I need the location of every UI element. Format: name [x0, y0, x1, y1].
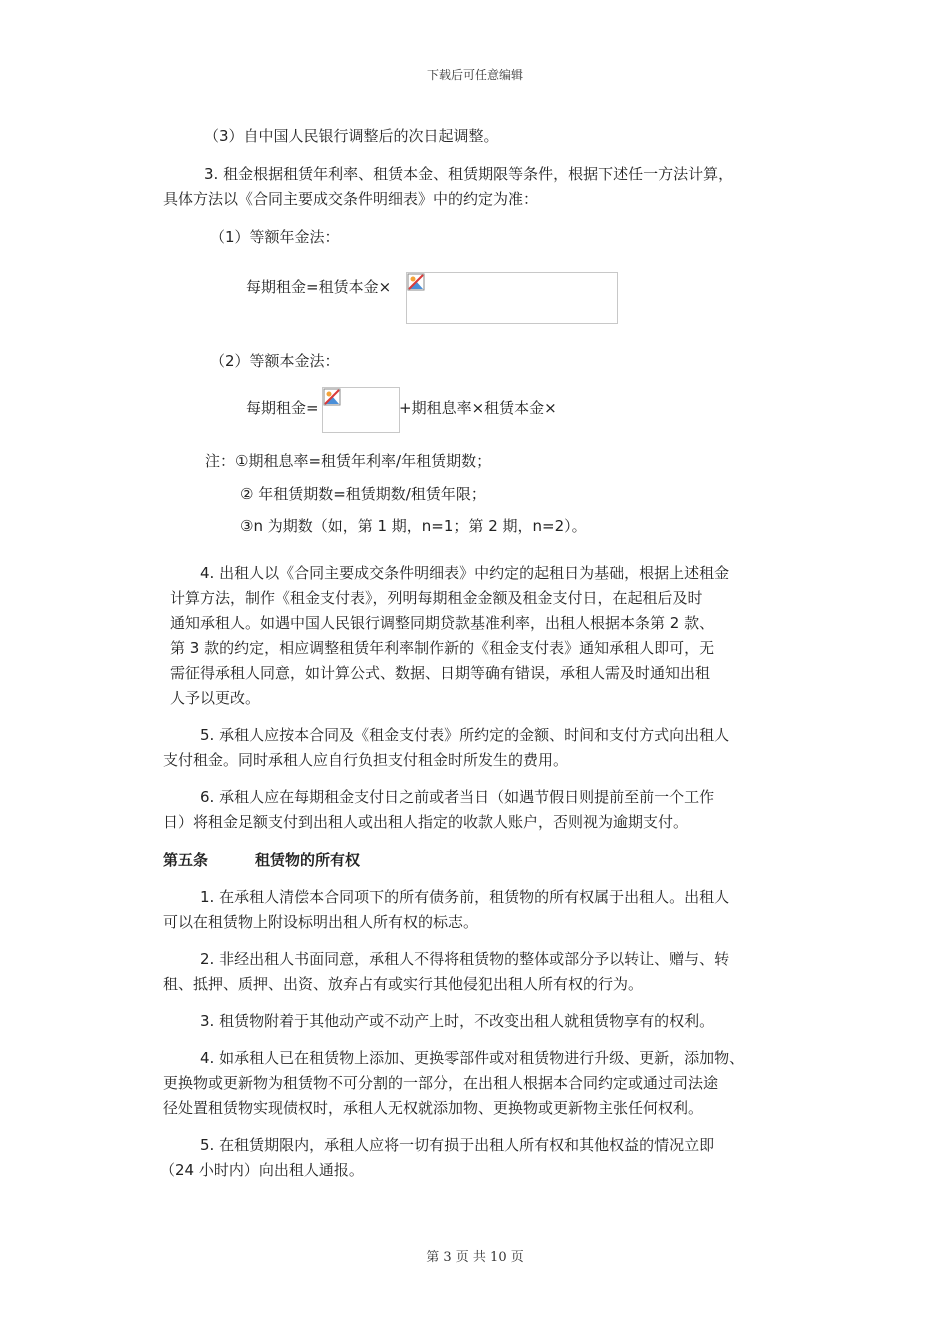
article-5-clause-4-line-2: 更换物或更新物为租赁物不可分割的一部分，在出租人根据本合同约定或通过司法途	[163, 1074, 719, 1092]
formula-image-2	[322, 387, 400, 433]
page-footer: 第 3 页 共 10 页	[426, 1250, 524, 1265]
article-5-clause-5-line-2: （24 小时内）向出租人通报。	[160, 1161, 364, 1179]
article-5-clause-4-line-3: 径处置租赁物实现债权时，承租人无权就添加物、更换物或更新物主张任何权利。	[163, 1099, 704, 1117]
note-1: 注：①期租息率=租赁年利率/年租赁期数；	[205, 452, 492, 470]
method-2-formula-left: 每期租金=	[246, 399, 319, 417]
clause-4-line-2: 计算方法，制作《租金支付表》，列明每期租金金额及租金支付日，在起租后及时	[170, 589, 703, 607]
note-2: ② 年租赁期数=租赁期数/租赁年限；	[240, 485, 486, 503]
method-2-formula-right: +期租息率×租赁本金×	[399, 399, 557, 417]
method-1-formula: 每期租金=租赁本金×	[246, 278, 392, 296]
method-2-title: （2）等额本金法：	[210, 352, 340, 370]
formula-image-1	[406, 272, 618, 324]
clause-4-line-3: 通知承租人。如遇中国人民银行调整同期贷款基准利率，出租人根据本条第 2 款、	[170, 614, 715, 632]
clause-4-line-6: 人予以更改。	[170, 689, 261, 707]
clause-4-line-4: 第 3 款的约定，相应调整租赁年利率制作新的《租金支付表》通知承租人即可，无	[170, 639, 715, 657]
clause-3-line-2: 具体方法以《合同主要成交条件明细表》中的约定为准：	[163, 190, 539, 208]
broken-image-icon	[323, 388, 341, 406]
clause-5-line-1: 5. 承租人应按本合同及《租金支付表》所约定的金额、时间和支付方式向出租人	[200, 726, 730, 744]
broken-image-icon	[407, 273, 425, 291]
article-5-clause-4-line-1: 4. 如承租人已在租赁物上添加、更换零部件或对租赁物进行升级、更新，添加物、	[200, 1049, 745, 1067]
article-5-clause-5-line-1: 5. 在租赁期限内，承租人应将一切有损于出租人所有权和其他权益的情况立即	[200, 1136, 715, 1154]
clause-6-line-1: 6. 承租人应在每期租金支付日之前或者当日（如遇节假日则提前至前一个工作	[200, 788, 715, 806]
clause-6-line-2: 日）将租金足额支付到出租人或出租人指定的收款人账户，否则视为逾期支付。	[163, 813, 689, 831]
rate-adjust-clause-3: （3）自中国人民银行调整后的次日起调整。	[204, 127, 499, 145]
article-5-clause-2-line-1: 2. 非经出租人书面同意，承租人不得将租赁物的整体或部分予以转让、赠与、转	[200, 950, 730, 968]
article-5-title: 租赁物的所有权	[255, 851, 361, 869]
page-header: 下载后可任意编辑	[426, 68, 523, 82]
clause-3-line-1: 3. 租金根据租赁年利率、租赁本金、租赁期限等条件，根据下述任一方法计算，	[204, 165, 734, 183]
note-3: ③n 为期数（如，第 1 期，n=1；第 2 期，n=2）。	[240, 517, 587, 535]
article-5-clause-1-line-2: 可以在租赁物上附设标明出租人所有权的标志。	[163, 913, 479, 931]
clause-4-line-5: 需征得承租人同意，如计算公式、数据、日期等确有错误，承租人需及时通知出租	[170, 664, 711, 682]
article-5-clause-2-line-2: 租、抵押、质押、出资、放弃占有或实行其他侵犯出租人所有权的行为。	[163, 975, 644, 993]
method-1-title: （1）等额年金法：	[210, 228, 340, 246]
article-5-clause-3-line-1: 3. 租赁物附着于其他动产或不动产上时，不改变出租人就租赁物享有的权利。	[200, 1012, 715, 1030]
article-5-clause-1-line-1: 1. 在承租人清偿本合同项下的所有债务前，租赁物的所有权属于出租人。出租人	[200, 888, 730, 906]
clause-4-line-1: 4. 出租人以《合同主要成交条件明细表》中约定的起租日为基础，根据上述租金	[200, 564, 730, 582]
article-5-number: 第五条	[163, 851, 209, 869]
clause-5-line-2: 支付租金。同时承租人应自行负担支付租金时所发生的费用。	[163, 751, 569, 769]
